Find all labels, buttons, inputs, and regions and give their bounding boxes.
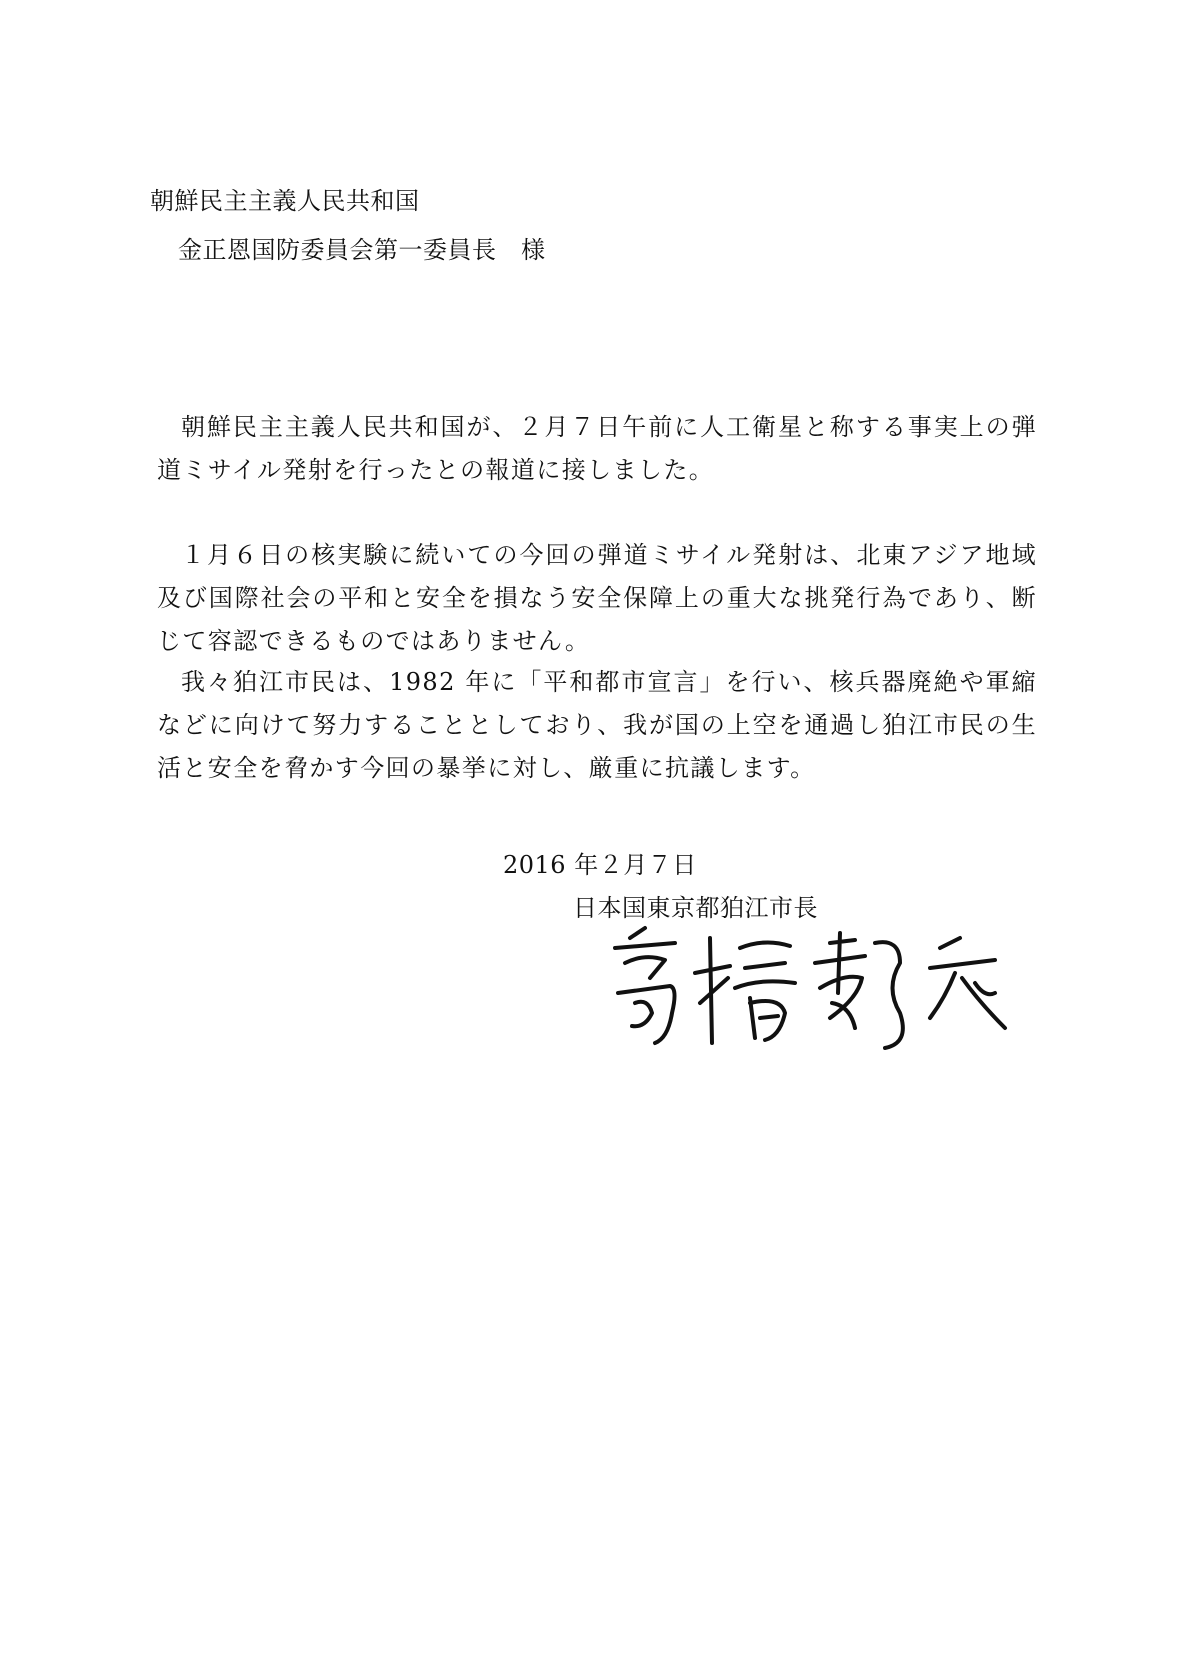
- body-paragraph-3: 我々狛江市民は、1982 年に「平和都市宣言」を行い、核兵器廃絶や軍縮などに向けて努力することとしており、我が国の上空を通過し狛江市民の生活と安全を脅かす今回の暴挙に対し、厳重に抗議します。: [157, 668, 1037, 782]
- body-paragraph-2: １月６日の核実験に続いての今回の弾道ミサイル発射は、北東アジア地域及び国際社会の平和と安全を損なう安全保障上の重大な挑発行為であり、断じて容認できるものではありません。: [157, 541, 1037, 655]
- handwritten-signature: [600, 918, 1030, 1058]
- addressee-name: 金正恩国防委員会第一委員長 様: [178, 236, 546, 264]
- sender-title: 日本国東京都狛江市長: [573, 894, 818, 922]
- letter-date: 2016 年２月７日: [503, 851, 697, 879]
- body-paragraph-1: 朝鮮民主主義人民共和国が、２月７日午前に人工衛星と称する事実上の弾道ミサイル発射を行ったとの報道に接しました。: [157, 413, 1037, 484]
- addressee-country: 朝鮮民主主義人民共和国: [150, 187, 420, 215]
